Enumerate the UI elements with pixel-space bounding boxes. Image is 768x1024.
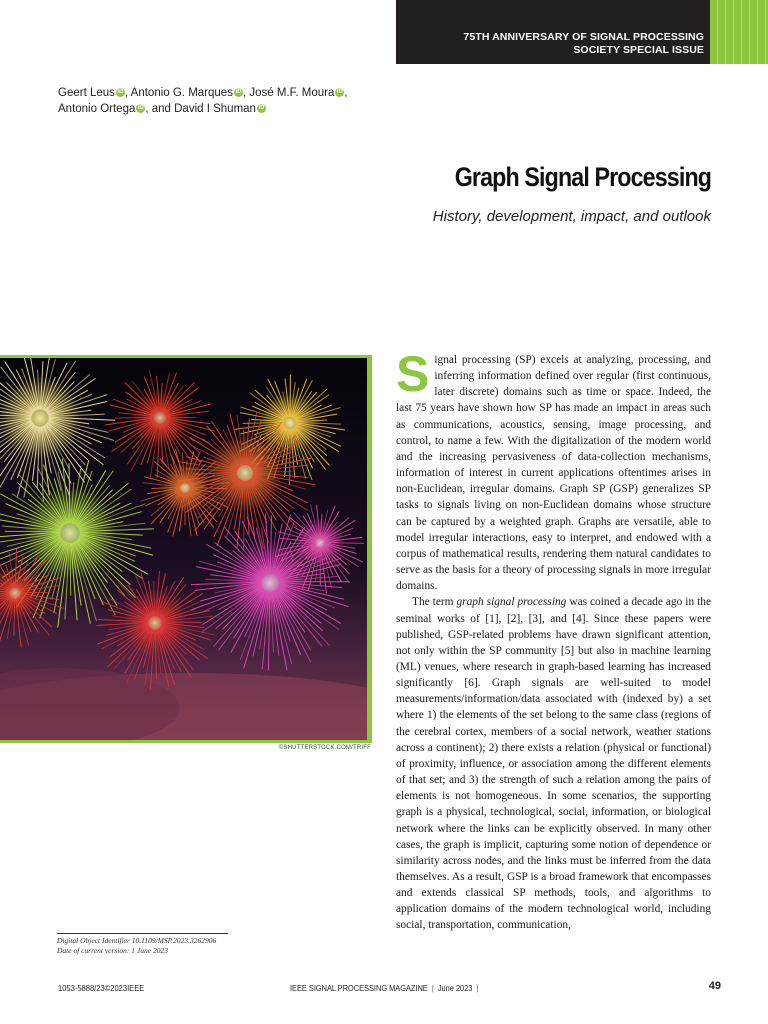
author-line-2 (58, 101, 348, 117)
article-body (396, 346, 711, 934)
doi-date: Date of current version: 1 June 2023 (57, 945, 168, 955)
hero-image-frame (0, 355, 372, 743)
doi-identifier: Digital Object Identifier 10.1109/MSP.2023.3262906 (57, 936, 217, 945)
paragraph-text: ignal processing (SP) excels at analyzing, processing, and inferring information defined over regular (first continuous, later discrete) domains such as time or space. Indeed, the last 75 years have shown how SP has made an impact in areas such as communications, acoustics, sensing, image processing, and control, to name a few. With the digitalization of the modern world and the increasing pervasiveness of data-collection mechanisms, information of interest in current applications oftentimes arises in non-Euclidean, irregular domains. Graph SP (GSP) generalizes SP tasks to signals living on non-Euclidean domains whose structure can be captured by a weighted graph. Graphs are versatile, able to model irregular interactions, easy to interpret, and endowed with a corpus of mathematical results, rendering them natural candidates to serve as the basis for a theory of processing signals in more irregular domains. (396, 354, 711, 593)
image-credit: ©SHUTTERSTOCK.COM/TRIFF (278, 745, 371, 751)
orcid-icon[interactable]: iD (336, 89, 343, 95)
paragraph-text: was coined a decade ago in the seminal works of [1], [2], [3], and [4]. Since these papers were published, GSP-related problems have drawn significant attention, not only within the SP community [5] but also in machine learning (ML) venues, where research in graph-based learning has increased significantly [6]. Graph signals are well-suited to model measurements/information/data associated with (indexed by) a set where 1) the elements of the set belong to the same class (regions of the cerebral cortex, members of a social network, weather stations across a continent); 2) there exists a relation (physical or functional) of proximity, influence, or association among the different elements of that set; and 3) the strength of such a relation among the pairs of elements is not homogeneous. In some scenarios, the supporting graph is a physical, technological, social, information, or biological network where the links can be explicitly observed. In many other cases, the graph is implicit, capturing some notion of dependence or similarity across nodes, and the links must be inferred from the data themselves. As a result, GSP is a broad framework that encompasses and extends classical SP methods, tools, and algorithms to application domains of the modern technological world, including social, transportation, communication, (396, 596, 711, 932)
firework-streak (167, 417, 196, 418)
drop-cap: S (396, 346, 430, 402)
paragraph-text: The term (412, 596, 457, 609)
orcid-icon[interactable]: iD (137, 105, 144, 111)
issue-date: June 2023 (437, 983, 473, 993)
doi-divider (57, 933, 228, 934)
fireworks-image (0, 358, 367, 740)
doi-block (57, 936, 216, 955)
firework-streak (21, 592, 50, 593)
footer-separator: | (431, 983, 434, 993)
page-number: 49 (708, 980, 721, 992)
author-name: , José M.F. Moura (242, 87, 335, 99)
author-name: , and David I Shuman (145, 103, 256, 115)
article-title: Graph Signal Processing (454, 162, 711, 192)
emphasized-term: graph signal processing (456, 596, 567, 609)
author-name: Geert Leus (58, 87, 115, 99)
banner-text (463, 31, 704, 57)
article-subtitle: History, development, impact, and outlook (432, 208, 711, 225)
orcid-icon[interactable]: iD (235, 89, 242, 95)
footer-issn: 1053-5888/23©2023IEEE (58, 983, 145, 993)
author-separator: , (344, 87, 348, 99)
footer-separator: | (476, 983, 479, 993)
magazine-name: IEEE SIGNAL PROCESSING MAGAZINE (290, 983, 428, 993)
firework-streak (70, 543, 71, 595)
author-list (58, 85, 348, 117)
author-line-1 (58, 85, 348, 101)
orcid-icon[interactable]: iD (117, 89, 124, 95)
orcid-icon[interactable]: iD (258, 105, 265, 111)
page-footer (0, 980, 768, 996)
author-name: Antonio Ortega (58, 103, 136, 115)
footer-magazine (290, 983, 478, 993)
special-issue-banner (396, 0, 710, 64)
paragraph (396, 594, 711, 933)
author-name: , Antonio G. Marques (124, 87, 233, 99)
banner-stripes-decoration (710, 0, 768, 64)
banner-line-1: 75TH ANNIVERSARY OF SIGNAL PROCESSING (463, 31, 704, 43)
banner-line-2: SOCIETY SPECIAL ISSUE (573, 44, 704, 56)
paragraph (396, 346, 711, 594)
